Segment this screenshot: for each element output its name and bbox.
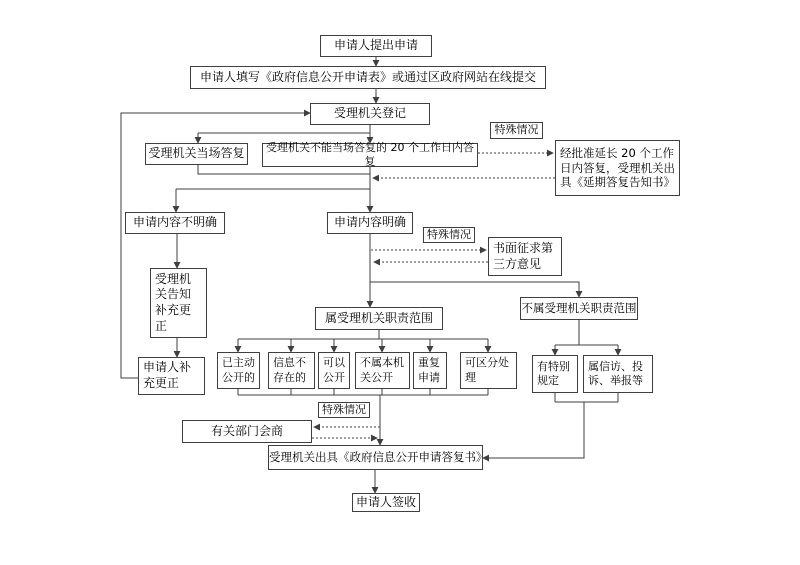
node-authority-registers: 受理机关登记 [310,103,430,125]
node-application-content-unclear: 申请内容不明确 [125,212,225,234]
label-special-case-middle: 特殊情况 [423,227,475,243]
node-repeated-application: 重复申请 [413,352,447,389]
node-applicant-supplements-corrects: 申请人补充更正 [138,357,205,395]
node-already-proactively-disclosed: 已主动公开的 [217,352,260,389]
node-onsite-reply: 受理机关当场答复 [145,143,248,165]
node-approved-extension-notice: 经批准延长 20 个工作日内答复，受理机关出具《延期答复告知书》 [555,140,680,196]
label-special-case-bottom: 特殊情况 [318,402,370,418]
node-applicant-signs-receipt: 申请人签收 [352,493,420,512]
node-information-does-not-exist: 信息不存在的 [268,352,315,389]
label-special-case-top: 特殊情况 [490,122,543,139]
node-relevant-department-consultation: 有关部门会商 [182,420,312,443]
node-separable-handling: 可区分处理 [460,352,517,389]
node-application-content-clear: 申请内容明确 [327,212,413,234]
node-can-be-disclosed: 可以公开 [318,352,350,389]
node-petition-complaint-report: 属信访、投诉、举报等 [583,355,653,393]
node-issue-reply-document: 受理机关出具《政府信息公开申请答复书》 [268,445,483,470]
node-not-disclosed-by-this-authority: 不属本机关公开 [355,352,410,389]
node-applicant-submits-application: 申请人提出申请 [320,35,432,57]
node-written-third-party-opinion: 书面征求第三方意见 [488,237,562,276]
node-fill-application-form: 申请人填写《政府信息公开申请表》或通过区政府网站在线提交 [190,66,546,89]
node-reply-within-20-workdays: 受理机关不能当场答复的 20 个工作日内答复 [262,143,478,167]
node-special-provisions: 有特别规定 [532,355,578,393]
node-authority-notifies-supplement-correction: 受理机关告知补充更正 [150,268,207,338]
node-outside-authority-scope: 不属受理机关职责范围 [520,297,638,320]
node-within-authority-scope: 属受理机关职责范围 [315,307,443,330]
